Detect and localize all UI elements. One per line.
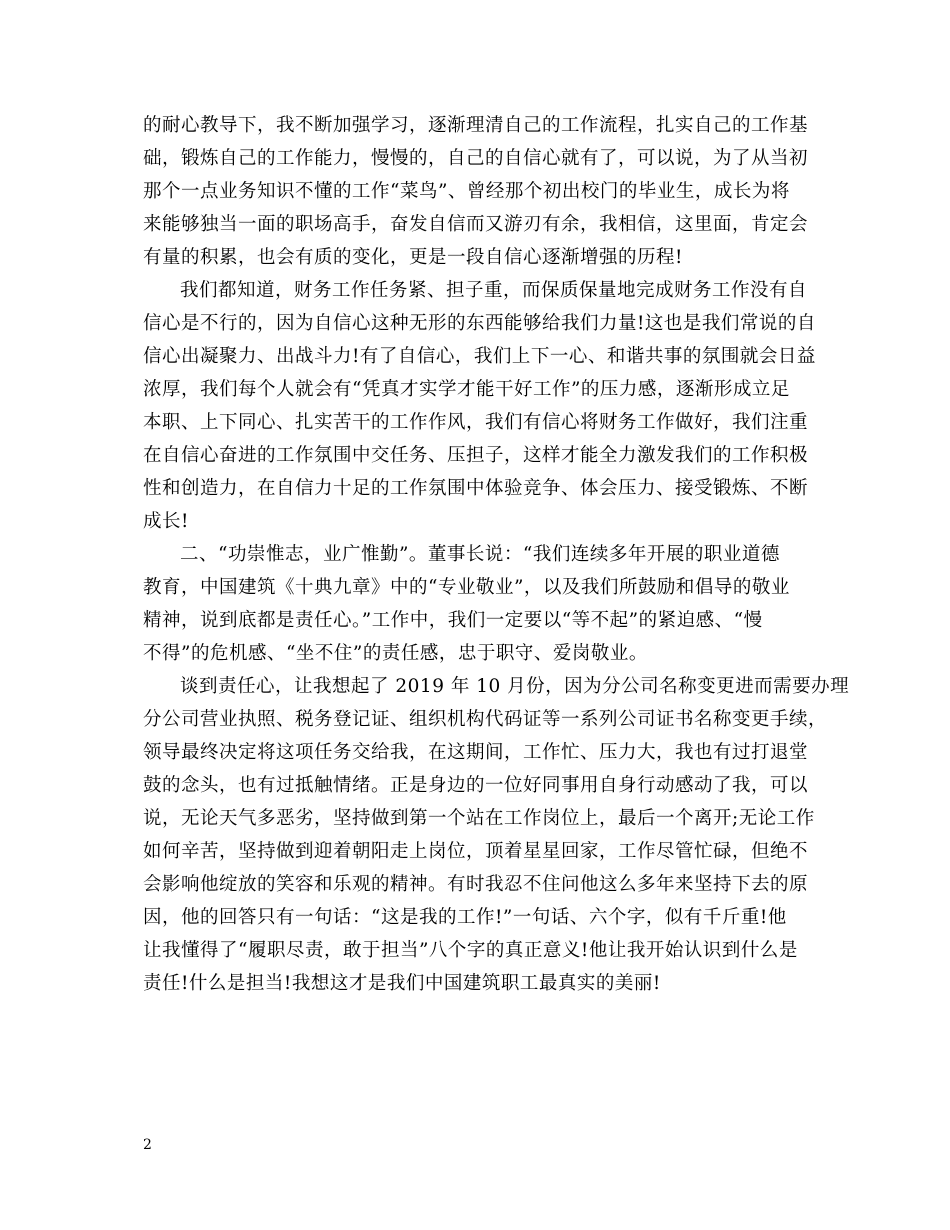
text-line: 让我懂得了“履职尽责，敢于担当”八个字的真正意义!他让我开始认识到什么是	[143, 940, 798, 961]
text-line: 本职、上下同心、扎实苦干的工作作风，我们有信心将财务工作做好，我们注重	[143, 412, 809, 433]
text-line: 教育，中国建筑《十典九章》中的“专业敬业”，以及我们所鼓励和倡导的敬业	[143, 577, 790, 598]
text-line: 那个一点业务知识不懂的工作“菜鸟”、曾经那个初出校门的毕业生，成长为将	[143, 181, 790, 202]
text-line: 如何辛苦，坚持做到迎着朝阳走上岗位，顶着星星回家，工作尽管忙碌，但绝不	[143, 841, 809, 862]
text-line: 性和创造力，在自信力十足的工作氛围中体验竞争、体会压力、接受锻炼、不断	[143, 478, 809, 499]
page-number: 2	[143, 1137, 152, 1153]
text-line: 信心是不行的，因为自信心这种无形的东西能够给我们力量!这也是我们常说的自	[143, 313, 816, 334]
text-line: 精神，说到底都是责任心。”工作中，我们一定要以“等不起”的紧迫感、“慢	[143, 610, 763, 631]
text-line: 分公司营业执照、税务登记证、组织机构代码证等一系列公司证书名称变更手续，	[143, 709, 828, 730]
text-line: 会影响他绽放的笑容和乐观的精神。有时我忍不住问他这么多年来坚持下去的原	[143, 874, 809, 895]
text-line: 信心出凝聚力、出战斗力!有了自信心，我们上下一心、和谐共事的氛围就会日益	[143, 346, 816, 367]
text-line: 础，锻炼自己的工作能力，慢慢的，自己的自信心就有了，可以说，为了从当初	[143, 148, 809, 169]
text-line: 来能够独当一面的职场高手，奋发自信而又游刃有余，我相信，这里面，肯定会	[143, 214, 809, 235]
text-line: 浓厚，我们每个人就会有“凭真才实学才能干好工作”的压力感，逐渐形成立足	[143, 379, 790, 400]
text-line: 不得”的危机感、“坐不住”的责任感，忠于职守、爱岗敬业。	[143, 643, 648, 664]
text-line: 成长!	[143, 511, 189, 532]
text-line: 因，他的回答只有一句话：“这是我的工作!”一句话、六个字，似有千斤重!他	[143, 907, 787, 928]
text-line: 责任!什么是担当!我想这才是我们中国建筑职工最真实的美丽!	[143, 973, 661, 994]
text-line: 说，无论天气多恶劣，坚持做到第一个站在工作岗位上，最后一个离开;无论工作	[143, 808, 815, 829]
text-line: 的耐心教导下，我不断加强学习，逐渐理清自己的工作流程，扎实自己的工作基	[143, 115, 809, 136]
text-line: 谈到责任心，让我想起了 2019 年 10 月份，因为分公司名称变更进而需要办理	[180, 676, 850, 697]
text-line: 我们都知道，财务工作任务紧、担子重，而保质保量地完成财务工作没有自	[180, 280, 808, 301]
text-line: 鼓的念头，也有过抵触情绪。正是身边的一位好同事用自身行动感动了我，可以	[143, 775, 809, 796]
text-line: 二、“功崇惟志，业广惟勤”。董事长说：“我们连续多年开展的职业道德	[180, 544, 780, 565]
text-line: 领导最终决定将这项任务交给我，在这期间，工作忙、压力大，我也有过打退堂	[143, 742, 809, 763]
text-line: 在自信心奋进的工作氛围中交任务、压担子，这样才能全力激发我们的工作积极	[143, 445, 809, 466]
text-line: 有量的积累，也会有质的变化，更是一段自信心逐渐增强的历程!	[143, 247, 683, 268]
